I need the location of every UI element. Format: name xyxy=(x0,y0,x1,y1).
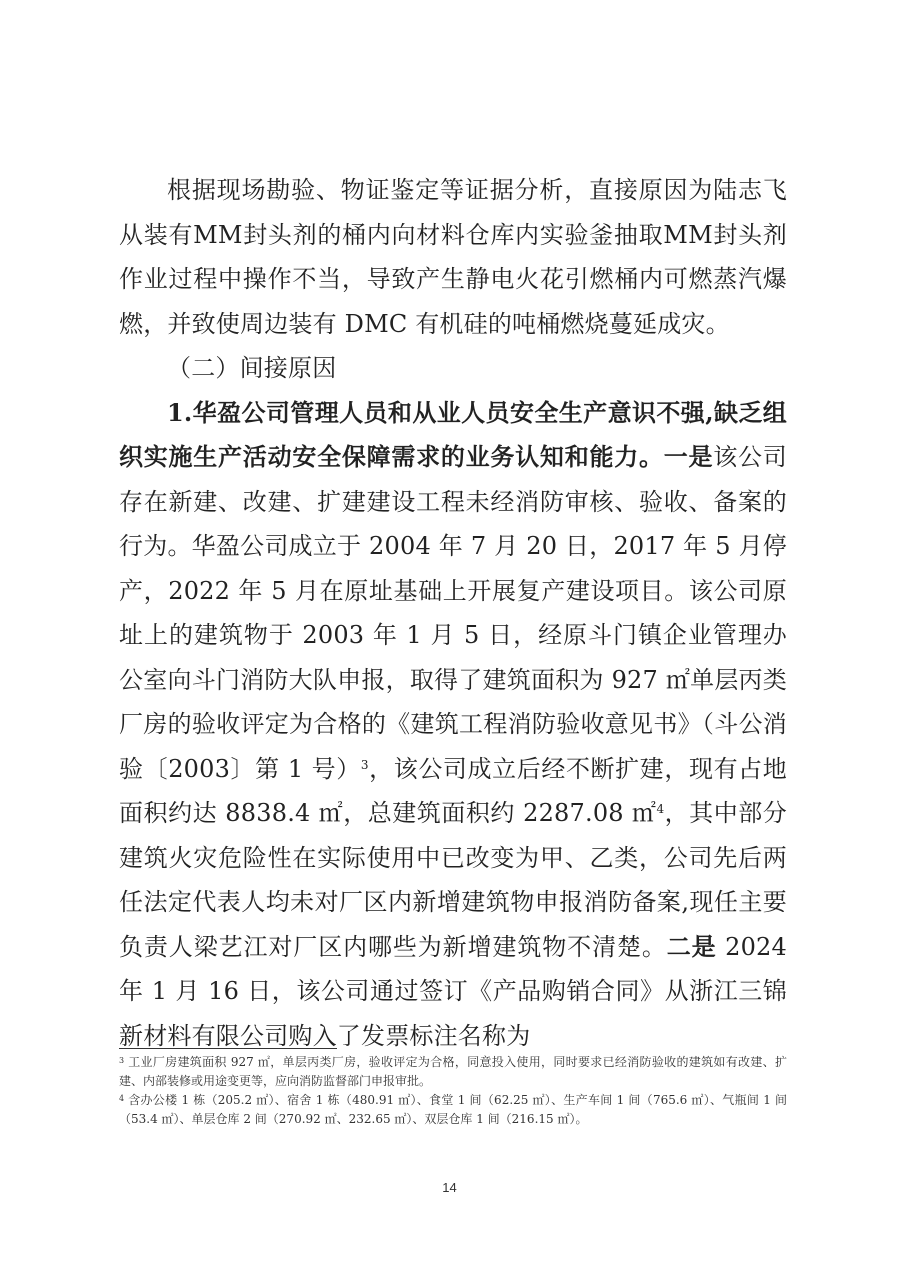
paragraph-indirect-cause-1 xyxy=(119,391,787,1059)
paragraph-direct-cause: 根据现场勘验、物证鉴定等证据分析，直接原因为陆志飞从装有MM封头剂的桶内向材料仓库内实验釜抽取MM封头剂作业过程中操作不当，导致产生静电火花引燃桶内可燃蒸汽爆燃，并致使周边装有 DMC 有机硅的吨桶燃烧蔓延成灾。 xyxy=(119,176,787,338)
bold-marker-second: 二是 xyxy=(666,931,717,961)
footnote-3 xyxy=(119,1053,787,1091)
text-segment: ，其中部分建筑火灾危险性在实际使用中已改变为甲、乙类，公司先后两任法定代表人均未对厂区内新增建筑物申报消防备案,现任主要负责人梁艺江对厂区内哪些为新增建筑物不清楚。 xyxy=(119,799,787,961)
footnote-4 xyxy=(119,1091,787,1129)
body-text xyxy=(119,168,787,1058)
footnotes xyxy=(119,1053,787,1129)
footnote-mark-4: 4 xyxy=(119,1094,125,1103)
bold-marker-first: 一是 xyxy=(663,442,714,471)
page-number: 14 xyxy=(442,1180,457,1195)
footnote-4-text: 含办公楼 1 栋（205.2 ㎡）、宿舍 1 栋（480.91 ㎡）、食堂 1 间（62.25 ㎡）、生产车间 1 间（765.6 ㎡）、气瓶间 1 间（53.4 ㎡）、单层仓库 2 间（270.92 ㎡、232.65 ㎡）、双层仓库 1 间（216.15 ㎡）。 xyxy=(119,1093,787,1126)
footnote-separator xyxy=(119,1048,337,1049)
text-segment: 2024 年 1 月 16 日，该公司通过签订《产品购销合同》从浙江三锦新材料有限公司购入了发票标注名称为 xyxy=(119,932,787,1050)
footnote-3-text: 工业厂房建筑面积 927 ㎡，单层丙类厂房，验收评定为合格，同意投入使用，同时要求已经消防验收的建筑如有改建、扩建、内部装修或用途变更等，应向消防监督部门申报审批。 xyxy=(119,1055,787,1088)
footnote-ref-3[interactable]: 3 xyxy=(360,757,369,772)
text-segment: 该公司存在新建、改建、扩建建设工程未经消防审核、验收、备案的行为。华盈公司成立于 2004 年 7 月 20 日，2017 年 5 月停产，2022 年 5 月在原址基础上开展复产建设项目。该公司原址上的建筑物于 2003 年 1 月 5 日，经原斗门镇企业管理办公室向斗门消防大队申报，取得了建筑面积为 927 ㎡单层丙类厂房的验收评定为合格的《建筑工程消防验收意见书》（斗公消验〔2003〕第 1 号） xyxy=(119,443,787,783)
text-segment: ，该公司成立后经不断扩建，现有占地面积约达 8838.4 ㎡，总建筑面积约 2287.08 ㎡ xyxy=(119,754,787,827)
bold-lead-sentence: 1.华盈公司管理人员和从业人员安全生产意识不强,缺乏组织实施生产活动安全保障需求的业务认知和能力。 xyxy=(119,397,787,471)
footnote-ref-4[interactable]: 4 xyxy=(656,802,665,816)
section-heading-indirect-cause: （二）间接原因 xyxy=(167,354,337,382)
footnote-mark-3: 3 xyxy=(119,1056,125,1065)
